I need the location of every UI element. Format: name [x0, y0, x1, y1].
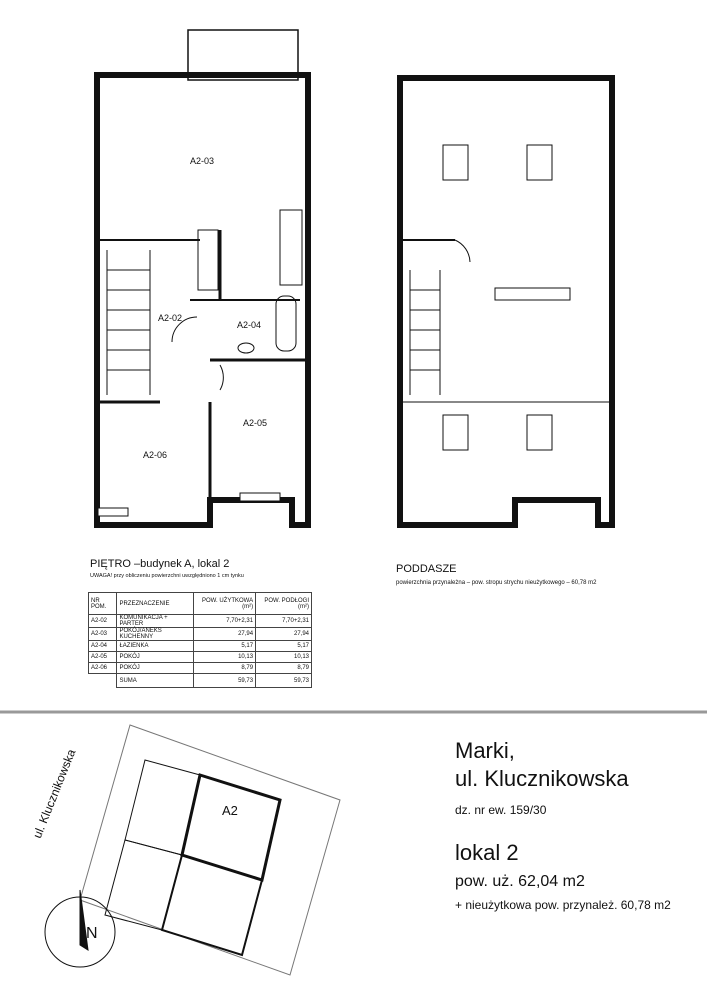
room-label: A2-05 [243, 418, 268, 428]
attic-plan [400, 78, 612, 525]
table-note: UWAGA! przy obliczeniu powierzchni uwzględniono 1 cm tynku [90, 573, 244, 579]
unit-label: A2 [222, 803, 238, 818]
table-row: A2-06 POKÓJ 8,79 8,79 [89, 663, 312, 674]
col-header: PRZEZNACZENIE [117, 593, 194, 615]
col-header: POW. PODŁOGI (m²) [256, 593, 312, 615]
room-label: A2-02 [158, 313, 183, 323]
attic-note: powierzchnia przynależna – pow. stropu strychu nieużytkowego – 60,78 m2 [396, 580, 597, 586]
table-row: A2-04 ŁAZIENKA 5,17 5,17 [89, 641, 312, 652]
street-label: ul. Klucznikowska [30, 747, 79, 841]
unit-title: lokal 2 [455, 840, 519, 865]
area-table [88, 592, 312, 688]
sum-row: SUMA 59,73 59,73 [89, 674, 312, 688]
parcel: dz. nr ew. 159/30 [455, 803, 547, 817]
table-row: A2-03 POKÓJ/ANEKS KUCHENNY 27,94 27,94 [89, 628, 312, 641]
north-label: N [86, 925, 98, 942]
floor-plan [97, 30, 308, 525]
table-row: A2-05 POKÓJ 10,13 10,13 [89, 652, 312, 663]
city: Marki, [455, 738, 515, 763]
table-title: PIĘTRO –budynek A, lokal 2 [90, 558, 230, 570]
attic-title: PODDASZE [396, 563, 457, 575]
table-row: A2-02 KOMUNIKACJA + PARTER 7,70+2,31 7,70+2,31 [89, 615, 312, 628]
street: ul. Klucznikowska [455, 766, 629, 791]
col-header: NR POM. [89, 593, 117, 615]
room-label: A2-06 [143, 450, 168, 460]
room-label: A2-04 [237, 320, 262, 330]
extra-area: + nieużytkowa pow. przynależ. 60,78 m2 [455, 898, 671, 912]
room-label: A2-03 [190, 156, 215, 166]
col-header: POW. UŻYTKOWA (m²) [194, 593, 256, 615]
usable-area: pow. uż. 62,04 m2 [455, 873, 585, 890]
